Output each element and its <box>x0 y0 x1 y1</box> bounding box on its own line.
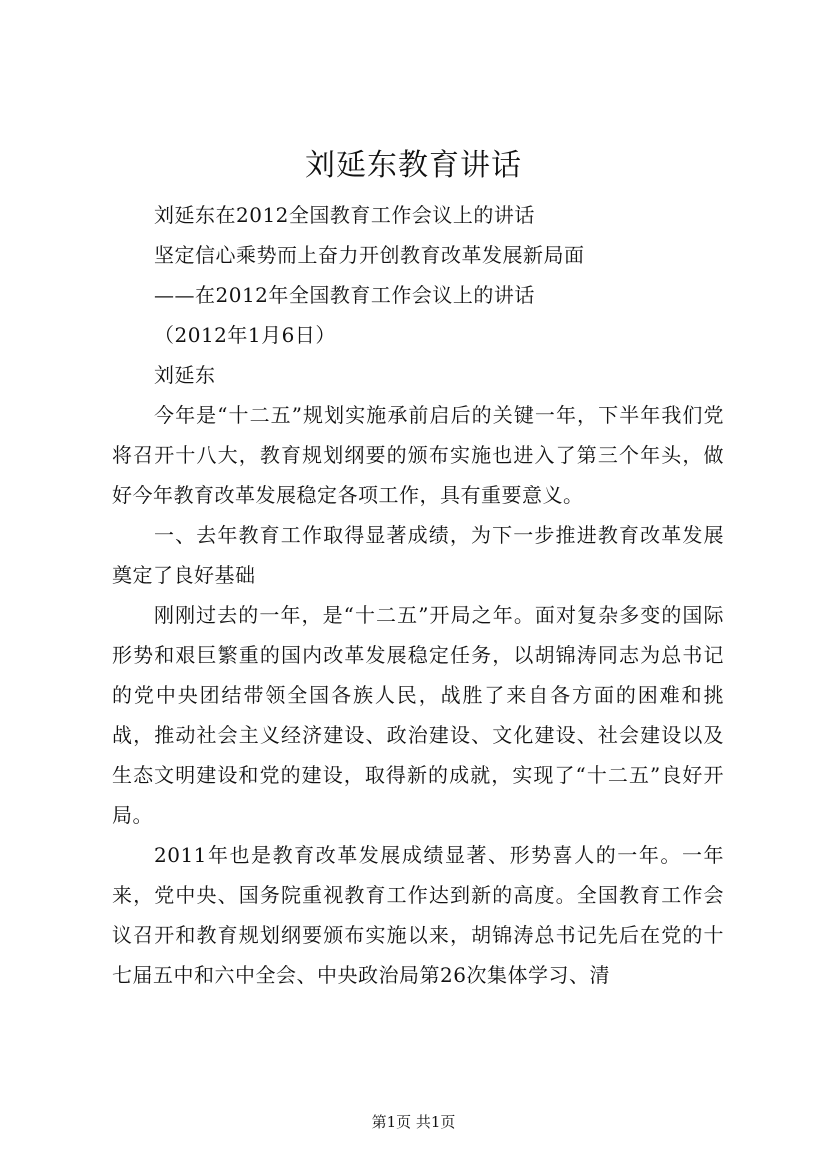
paragraph-section-heading: 一、去年教育工作取得显著成绩，为下一步推进教育改革发展奠定了良好基础 <box>112 523 724 587</box>
paragraph-subtitle-3: ——在2012年全国教育工作会议上的讲话 <box>154 283 535 307</box>
paragraph-intro: 今年是“十二五”规划实施承前启后的关键一年，下半年我们党将召开十八大，教育规划纲要的颁布实施也进入了第三个年头，做好今年教育改革发展稳定各项工作，具有重要意义。 <box>112 403 724 507</box>
paragraph-body-2: 2011年也是教育改革发展成绩显著、形势喜人的一年。一年来，党中央、国务院重视教育工作达到新的高度。全国教育工作会议召开和教育规划纲要颁布实施以来，胡锦涛总书记先后在党的十七届五中和六中全会、中央政治局第26次集体学习、清 <box>112 843 724 987</box>
document-title: 刘延东教育讲话 <box>305 148 522 183</box>
paragraph-date: （2012年1月6日） <box>154 323 336 347</box>
paragraph-subtitle-2: 坚定信心乘势而上奋力开创教育改革发展新局面 <box>154 243 585 267</box>
page-footer: 第1页 共1页 <box>371 1113 456 1131</box>
paragraph-subtitle-1: 刘延东在2012全国教育工作会议上的讲话 <box>154 203 535 227</box>
document-body <box>112 195 724 995</box>
paragraph-body-1: 刚刚过去的一年，是“十二五”开局之年。面对复杂多变的国际形势和艰巨繁重的国内改革发展稳定任务，以胡锦涛同志为总书记的党中央团结带领全国各族人民，战胜了来自各方面的困难和挑战，推动社会主义经济建设、政治建设、文化建设、社会建设以及生态文明建设和党的建设，取得新的成就，实现了“十二五”良好开局。 <box>112 603 724 827</box>
paragraph-author: 刘延东 <box>154 363 216 387</box>
